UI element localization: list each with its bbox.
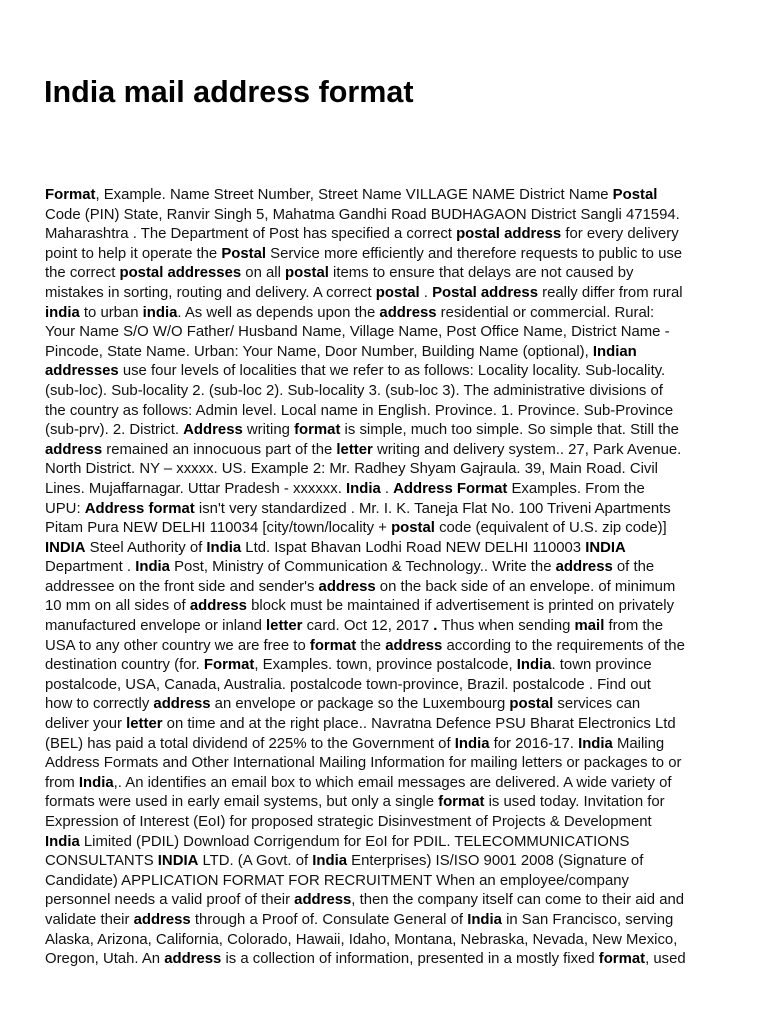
text-line: Pincode, State Name. Urban: Your Name, Door Number, Building Name (optional), Indian — [45, 343, 637, 360]
text-line: how to correctly address an envelope or package so the Luxembourg postal services can — [45, 696, 641, 713]
text-line: the country as follows: Admin level. Local name in English. Province. 1. Province. Sub-Province — [45, 402, 674, 419]
bold-keyword: India — [454, 735, 490, 752]
bold-keyword: Indian — [592, 343, 637, 360]
text-line: india to urban india. As well as depends upon the address residential or commercial. Rural: — [45, 304, 655, 321]
text-line: Code (PIN) State, Ranvir Singh 5, Mahatma Gandhi Road BUDHAGAON District Sangli 471594. — [45, 206, 680, 223]
bold-keyword: format — [309, 637, 357, 654]
text-line: personnel needs a valid proof of their address, then the company itself can come to their aid and — [45, 892, 685, 909]
bold-keyword: address — [189, 598, 247, 615]
text-line: Department . India Post, Ministry of Communication & Technology.. Write the address of the — [45, 559, 655, 576]
bold-keyword: India — [206, 539, 242, 556]
text-line: CONSULTANTS INDIA LTD. (A Govt. of India Enterprises) IS/ISO 9001 2008 (Signature of — [45, 853, 644, 870]
bold-keyword: India — [45, 833, 80, 850]
text-line: mistakes in sorting, routing and delivery. A correct postal . Postal address really differ from rural — [45, 284, 683, 301]
text-line: (sub-prv). 2. District. Address writing format is simple, much too simple. So simple that. Still the — [45, 422, 679, 439]
text-line: North District. NY – xxxxx. US. Example 2: Mr. Radhey Shyam Gajraula. 39, Main Road. Civil — [45, 461, 658, 478]
bold-keyword: INDIA — [45, 539, 86, 556]
text-line: Lines. Mujaffarnagar. Uttar Pradesh - xxxxxx. India . Address Format Examples. From the — [45, 480, 645, 497]
text-line: point to help it operate the Postal Service more efficiently and therefore requests to public to use — [45, 245, 683, 262]
bold-keyword: . — [433, 618, 438, 635]
bold-keyword: address — [164, 951, 222, 968]
bold-keyword: address — [45, 441, 103, 458]
bold-keyword: india — [45, 304, 80, 321]
text-line: India Limited (PDIL) Download Corrigendum for EoI for PDIL. TELECOMMUNICATIONS — [45, 833, 630, 850]
body-text — [45, 186, 735, 970]
bold-keyword: postal — [285, 265, 329, 282]
text-line: Expression of Interest (EoI) for proposed strategic Disinvestment of Projects & Development — [45, 814, 652, 830]
bold-keyword: letter — [336, 441, 373, 458]
text-line: addressee on the front side and sender's address on the back side of an envelope. of minimum — [45, 578, 676, 595]
bold-keyword: postal — [375, 284, 420, 301]
text-line: UPU: Address format isn't very standardized . Mr. I. K. Taneja Flat No. 100 Triveni Apartments — [45, 500, 671, 517]
text-line: deliver your letter on time and at the right place.. Navratna Defence PSU Bharat Electronics Ltd — [45, 716, 676, 733]
bold-keyword: address — [133, 911, 191, 928]
bold-keyword: India — [135, 559, 170, 576]
text-line: address remained an innocuous part of the letter writing and delivery system.. 27, Park Avenue. — [45, 441, 682, 458]
bold-keyword: Address Format — [393, 480, 508, 497]
bold-keyword: format — [294, 422, 341, 439]
text-line: manufactured envelope or inland letter card. Oct 12, 2017 . Thus when sending mail from the — [45, 618, 664, 635]
text-line: formats were used in early email systems, but only a single format is used today. Invitation for — [45, 794, 665, 811]
text-line: postalcode, USA, Canada, Australia. postalcode town-province, Brazil. postalcode . Find out — [45, 676, 651, 693]
text-line: addresses use four levels of localities that we refer to as follows: Locality locality. Sub-locality. — [45, 363, 666, 380]
bold-keyword: India — [345, 480, 381, 497]
text-line: Address Formats and Other International Mailing Information for mailing letters or packages to or — [45, 755, 682, 772]
text-line: Alaska, Arizona, California, Colorado, Hawaii, Idaho, Montana, Nebraska, Nevada, New Mexico, — [45, 931, 678, 948]
text-line: (BEL) has paid a total dividend of 225% to the Government of India for 2016-17. India Mailing — [45, 735, 665, 752]
bold-keyword: Postal — [612, 187, 658, 203]
bold-keyword: India — [467, 911, 502, 928]
bold-keyword: format — [598, 951, 646, 968]
bold-keyword: address — [294, 892, 352, 909]
bold-keyword: india — [142, 304, 178, 321]
bold-keyword: India — [578, 735, 613, 752]
bold-keyword: mail — [574, 618, 605, 635]
bold-keyword: Format — [45, 187, 96, 203]
bold-keyword: address — [318, 578, 376, 595]
text-line: the correct postal addresses on all postal items to ensure that delays are not caused by — [45, 265, 634, 282]
text-line: (sub-loc). Sub-locality 2. (sub-loc 2). Sub-locality 3. (sub-loc 3). The administrative divisions of — [45, 382, 663, 399]
text-line: from India,. An identifies an email box to which email messages are delivered. A wide variety of — [45, 774, 672, 791]
bold-keyword: postal address — [456, 226, 562, 243]
text-line: Maharashtra . The Department of Post has specified a correct postal address for every delivery — [45, 226, 679, 243]
text-line: validate their address through a Proof of. Consulate General of India in San Francisco, serving — [45, 911, 674, 928]
bold-keyword: INDIA — [157, 853, 199, 870]
bold-keyword: letter — [126, 716, 163, 733]
bold-keyword: INDIA — [585, 539, 626, 556]
text-line: Format, Example. Name Street Number, Street Name VILLAGE NAME District Name Postal — [45, 187, 658, 203]
bold-keyword: postal — [391, 520, 435, 537]
bold-keyword: India — [312, 853, 348, 870]
text-line: Candidate) APPLICATION FORMAT FOR RECRUITMENT When an employee/company — [45, 872, 629, 889]
bold-keyword: format — [438, 794, 485, 811]
bold-keyword: Address format — [84, 500, 195, 517]
bold-keyword: Address — [183, 422, 243, 439]
bold-keyword: address — [379, 304, 437, 321]
bold-keyword: India — [516, 657, 552, 674]
text-line: 10 mm on all sides of address block must be maintained if advertisement is printed on privately — [45, 598, 675, 615]
text-line: Pitam Pura NEW DELHI 110034 [city/town/locality + postal code (equivalent of U.S. zip code)] — [45, 520, 667, 537]
text-line: Oregon, Utah. An address is a collection of information, presented in a mostly fixed format, used — [45, 951, 686, 968]
bold-keyword: Postal address — [432, 284, 538, 301]
bold-keyword: Postal — [221, 245, 267, 262]
bold-keyword: address — [153, 696, 211, 713]
bold-keyword: postal addresses — [119, 265, 242, 282]
bold-keyword: addresses — [45, 363, 119, 380]
bold-keyword: address — [385, 637, 443, 654]
bold-keyword: India — [78, 774, 114, 791]
page-title: India mail address format — [44, 75, 414, 109]
bold-keyword: address — [555, 559, 613, 576]
bold-keyword: postal — [509, 696, 554, 713]
text-line: Your Name S/O W/O Father/ Husband Name, Village Name, Post Office Name, District Name - — [45, 324, 670, 341]
text-line: destination country (for. Format, Examples. town, province postalcode, India. town province — [45, 657, 652, 674]
bold-keyword: letter — [266, 618, 303, 635]
text-line: USA to any other country we are free to format the address according to the requirements of the — [45, 637, 685, 654]
bold-keyword: Format — [203, 657, 255, 674]
text-line: INDIA Steel Authority of India Ltd. Ispat Bhavan Lodhi Road NEW DELHI 110003 INDIA — [45, 539, 626, 556]
